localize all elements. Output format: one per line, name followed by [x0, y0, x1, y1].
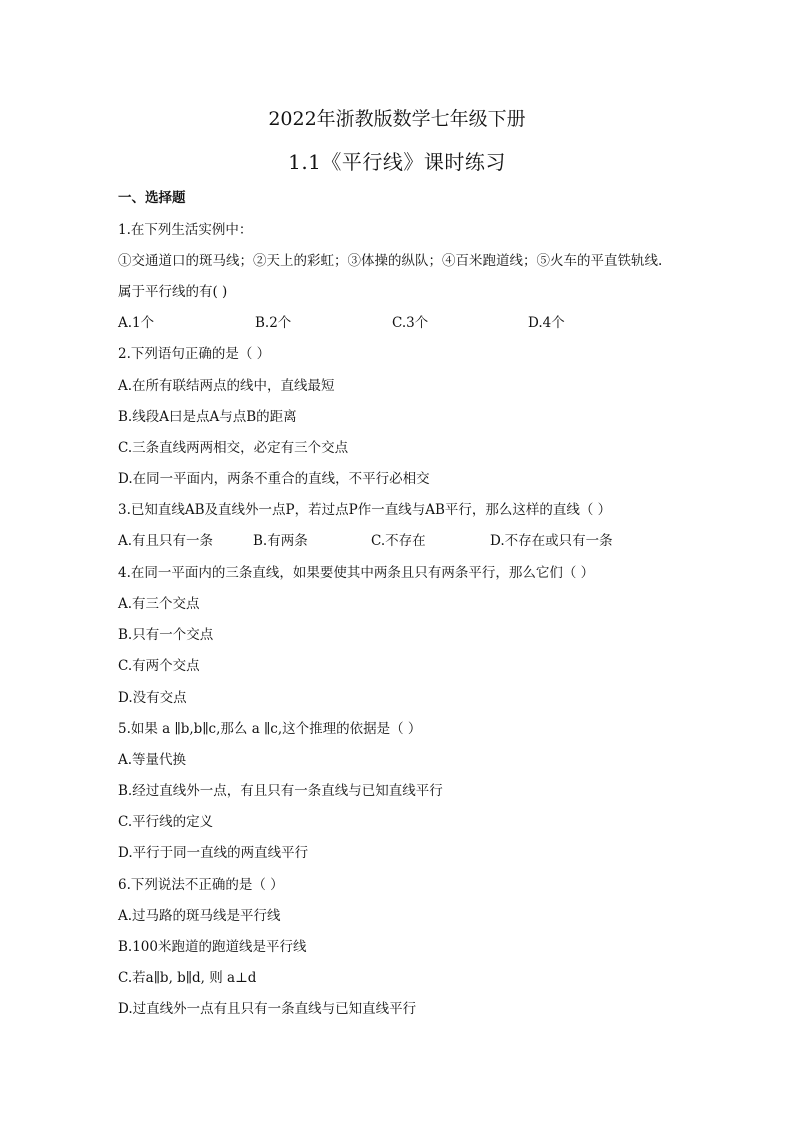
question-1-options	[0, 311, 794, 331]
question-2-stem: 2.下列语句正确的是（ ）	[118, 346, 271, 362]
question-6-option-b[interactable]: B.100米跑道的跑道线是平行线	[118, 939, 307, 955]
question-3-option-a[interactable]: A.有且只有一条	[118, 533, 214, 549]
question-4-option-a[interactable]: A.有三个交点	[118, 596, 200, 612]
question-3-stem: 3.已知直线AB及直线外一点P，若过点P作一直线与AB平行，那么这样的直线（ ）	[118, 502, 612, 518]
question-6-stem: 6.下列说法不正确的是（ ）	[118, 877, 284, 893]
document-subtitle: 1.1《平行线》课时练习	[288, 150, 506, 174]
question-3-options	[0, 529, 794, 549]
question-5-option-b[interactable]: B.经过直线外一点，有且只有一条直线与已知直线平行	[118, 783, 443, 799]
question-1-examples: ①交通道口的斑马线；②天上的彩虹；③体操的纵队；④百米跑道线；⑤火车的平直铁轨线.	[118, 253, 663, 269]
question-2-option-b[interactable]: B.线段A曰是点A与点B的距离	[118, 409, 297, 425]
question-2-option-d[interactable]: D.在同一平面内，两条不重合的直线，不平行必相交	[118, 471, 430, 487]
question-5-option-d[interactable]: D.平行于同一直线的两直线平行	[118, 845, 309, 861]
question-3-option-c[interactable]: C.不存在	[371, 533, 426, 549]
document-title: 2022年浙教版数学七年级下册	[268, 108, 526, 130]
question-5-option-a[interactable]: A.等量代换	[118, 752, 187, 768]
question-1-option-c[interactable]: C.3个	[392, 315, 429, 331]
question-4-option-c[interactable]: C.有两个交点	[118, 658, 200, 674]
question-4-option-d[interactable]: D.没有交点	[118, 690, 187, 706]
question-5-stem: 5.如果 a ∥b,b∥c,那么 a ∥c,这个推理的依据是（ ）	[118, 721, 422, 737]
question-3-option-d[interactable]: D.不存在或只有一条	[490, 533, 613, 549]
question-5-option-c[interactable]: C.平行线的定义	[118, 814, 214, 830]
question-1-option-a[interactable]: A.1个	[118, 315, 155, 331]
question-1-option-d[interactable]: D.4个	[528, 315, 565, 331]
section-heading: 一、选择题	[118, 190, 186, 206]
question-3-option-b[interactable]: B.有两条	[253, 533, 308, 549]
question-1-stem: 1.在下列生活实例中：	[118, 222, 253, 238]
question-1-prompt: 属于平行线的有( )	[118, 284, 228, 300]
question-2-option-c[interactable]: C.三条直线两两相交，必定有三个交点	[118, 440, 349, 456]
question-4-option-b[interactable]: B.只有一个交点	[118, 627, 214, 643]
question-4-stem: 4.在同一平面内的三条直线，如果要使其中两条且只有两条平行，那么它们（ ）	[118, 565, 595, 581]
question-2-option-a[interactable]: A.在所有联结两点的线中，直线最短	[118, 378, 335, 394]
question-6-option-a[interactable]: A.过马路的斑马线是平行线	[118, 908, 281, 924]
question-6-option-d[interactable]: D.过直线外一点有且只有一条直线与已知直线平行	[118, 1001, 417, 1017]
question-1-option-b[interactable]: B.2个	[255, 315, 292, 331]
question-6-option-c[interactable]: C.若a∥b, b∥d, 则 a⊥d	[118, 970, 257, 986]
